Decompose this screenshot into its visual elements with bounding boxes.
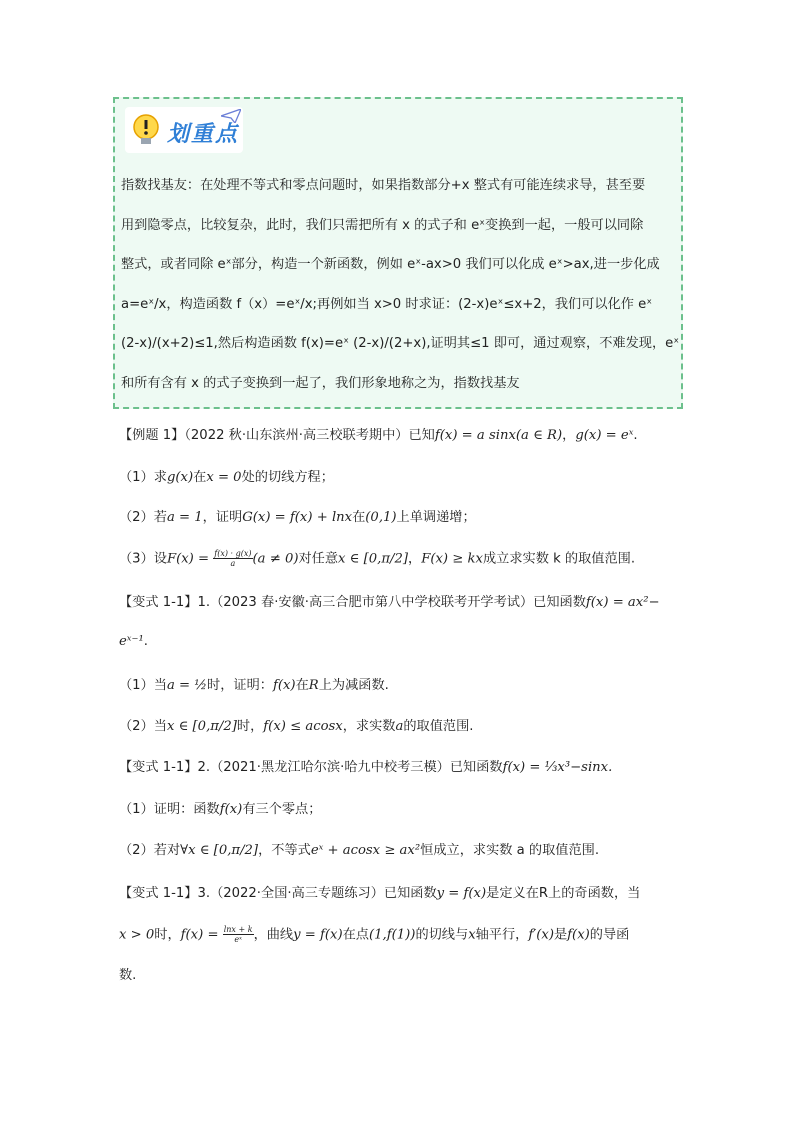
fraction: $\frac{\ln x + k}{\text{eˣ}}$ xyxy=(223,925,253,944)
lightbulb-icon xyxy=(131,113,161,147)
highlight-line: 用到隐零点，比较复杂，此时，我们只需把所有 x 的式子和 eˣ变换到一起，一般可以同除 xyxy=(121,218,644,233)
paper-plane-icon xyxy=(221,109,241,123)
example-1-heading: 【例题 1】（2022 秋·山东滨州·高三校联考期中）已知f(x) = a sinx(a ∈ R)，g(x) = eˣ. xyxy=(119,428,638,443)
highlight-line: 整式，或者同除 eˣ部分，构造一个新函数，例如 eˣ-ax>0 我们可以化成 eˣ>ax,进一步化成 xyxy=(121,257,660,272)
variant-3-heading: 【变式 1-1】3.（2022·全国·高三专题练习）已知函数y = f(x)是定义在R上的奇函数，当 xyxy=(119,886,641,901)
highlight-box xyxy=(113,97,683,409)
example-1-question-2: （2）若a = 1，证明G(x) = f(x) + lnx在(0,1)上单调递增； xyxy=(119,510,476,525)
highlight-badge xyxy=(125,107,243,153)
fraction: $\frac{f(x) \cdot g(x)}{a}$ xyxy=(214,549,252,568)
highlight-line: a=eˣ/x，构造函数 f（x）=eˣ/x;再例如当 x>0 时求证：(2-x)eˣ≤x+2，我们可以化作 eˣ xyxy=(121,297,653,312)
highlight-line: (2-x)/(x+2)≤1,然后构造函数 f(x)=eˣ (2-x)/(2+x),证明其≤1 即可，通过观察，不难发现，eˣ xyxy=(121,336,680,351)
variant-3-line-3: 数. xyxy=(119,968,137,983)
variant-2-question-2: （2）若对∀x ∈ [0,π/2]，不等式eˣ + acosx ≥ ax²恒成立，求实数 a 的取值范围. xyxy=(119,843,600,858)
example-1-question-1: （1）求g(x)在x = 0处的切线方程； xyxy=(119,470,334,485)
highlight-line: 指数找基友：在处理不等式和零点问题时，如果指数部分+x 整式有可能连续求导，甚至要 xyxy=(121,178,646,193)
variant-2-heading: 【变式 1-1】2.（2021·黑龙江哈尔滨·哈九中校考三模）已知函数f(x) = ⅓x³−sinx. xyxy=(119,760,613,775)
badge-title: 划重点 xyxy=(167,122,240,147)
highlight-line: 和所有含有 x 的式子变换到一起了，我们形象地称之为，指数找基友 xyxy=(121,376,520,391)
variant-2-question-1: （1）证明：函数f(x)有三个零点； xyxy=(119,802,322,817)
variant-1-question-2: （2）当x ∈ [0,π/2]时，f(x) ≤ acosx，求实数a的取值范围. xyxy=(119,719,474,734)
variant-3-line-2: x > 0时，f(x) = $\frac{\ln x + k}{\text{eˣ}}$ ，曲线y = f(x)在点(1,f(1))的切线与x轴平行，f′(x)是f(x)的导函 xyxy=(119,925,630,944)
example-1-question-3: （3）设F(x) = $\frac{f(x) \cdot g(x)}{a}$ (a ≠ 0)对任意x ∈ [0,π/2]，F(x) ≥ kx成立求实数 k 的取值范围. xyxy=(119,549,636,568)
variant-1-question-1: （1）当a = ½时，证明：f(x)在R上为减函数. xyxy=(119,678,389,693)
variant-1-heading: 【变式 1-1】1.（2023 春·安徽·高三合肥市第八中学校联考开学考试）已知函数f(x) = ax²− xyxy=(119,595,660,610)
variant-1-heading-cont: eˣ⁻¹. xyxy=(119,634,148,649)
